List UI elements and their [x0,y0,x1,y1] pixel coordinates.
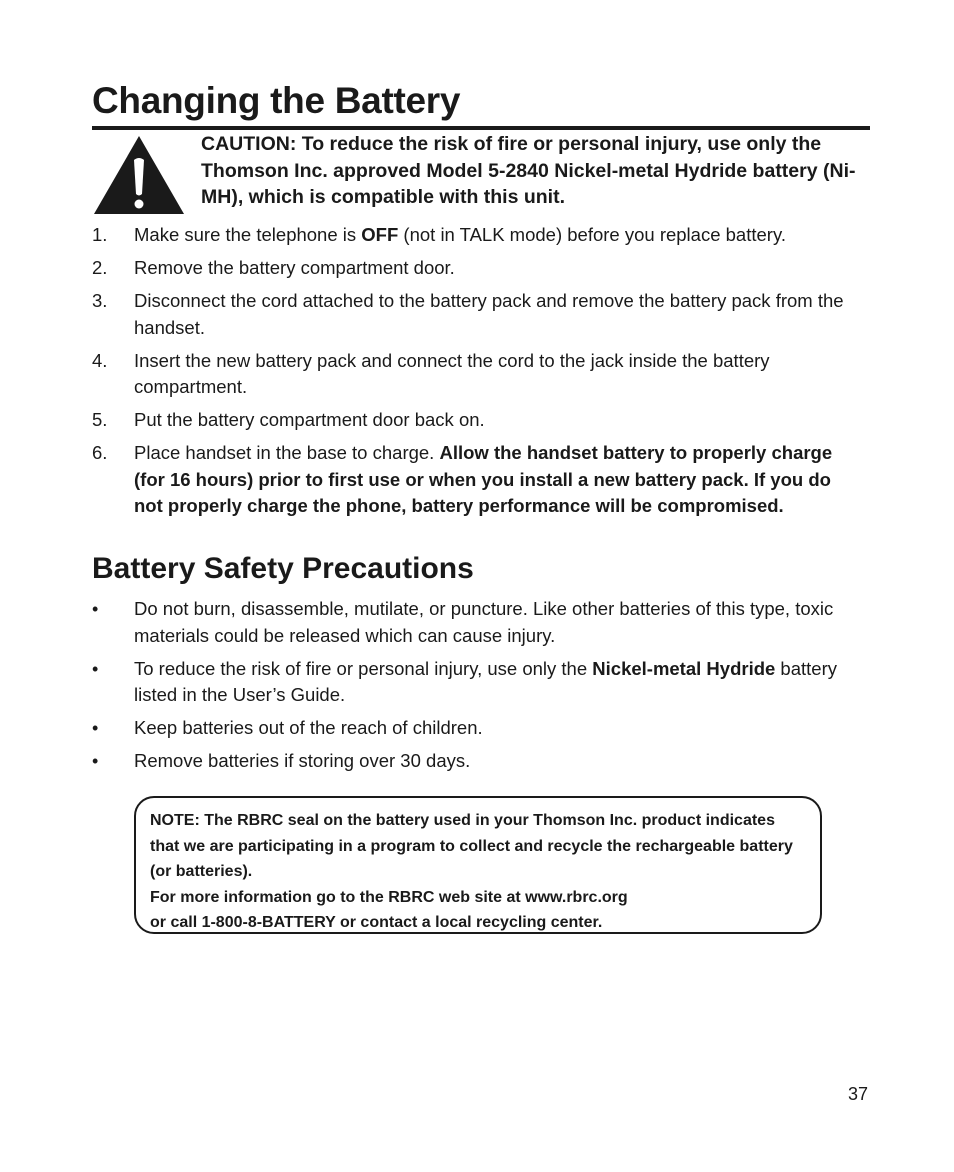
battery-steps-list [92,222,862,526]
note-website-line: For more information go to the RBRC web site at www.rbrc.org [150,888,628,906]
item-text: Do not burn, disassemble, mutilate, or puncture. Like other batteries of this type, toxic materials could be released which can cause injury. [134,598,834,646]
emphasized-text: Allow the handset battery to properly charge (for 16 hours) prior to first use or when you install a new battery pack. If you do not properly charge the phone, battery performance will be compromised. [134,442,833,516]
precaution-item [92,656,862,709]
bullet-icon: • [92,718,99,738]
item-text: Keep batteries out of the reach of children. [134,717,483,738]
item-text: Insert the new battery pack and connect the cord to the jack inside the battery compartment. [134,349,770,397]
precaution-item [92,596,862,649]
bullet-icon: • [92,751,99,771]
item-text: Remove batteries if storing over 30 days. [134,750,471,771]
emphasized-text: Nickel-metal Hydride [592,657,776,679]
item-text: (not in TALK mode) before you replace battery. [398,224,786,245]
item-text: Disconnect the cord attached to the battery pack and remove the battery pack from the handset. [134,290,844,338]
step-item [92,222,862,249]
step-number: 1. [92,224,108,245]
warning-triangle-icon [92,134,186,216]
item-text: battery listed in the User’s Guide. [134,657,837,705]
page-title: Changing the Battery [92,78,870,130]
rbrc-note-box [134,796,822,934]
step-number: 2. [92,257,108,278]
note-text: NOTE: The RBRC seal on the battery used in your Thomson Inc. product indicates that we are participating in a program to collect and recycle the rechargeable battery (or batteries). [150,812,793,880]
step-item [92,348,862,401]
step-item [92,288,862,341]
emphasized-text: OFF [361,224,399,245]
bullet-icon: • [92,658,99,679]
step-item [92,440,862,520]
step-number: 3. [92,290,108,311]
bullet-icon: • [92,599,99,619]
item-text: Remove the battery compartment door. [134,257,455,278]
section-heading: Battery Safety Precautions [92,552,474,585]
step-number: 6. [92,442,108,463]
note-phone-line: or call 1-800-8-BATTERY or contact a local recycling center. [150,914,603,931]
item-text: Make sure the telephone is [134,224,362,245]
item-text: Place handset in the base to charge. [134,442,440,463]
precautions-list [92,596,862,781]
item-text: Put the battery compartment door back on. [134,409,485,430]
step-number: 5. [92,409,108,430]
precaution-item [92,715,862,742]
precaution-item [92,748,862,775]
page-number: 37 [848,1084,869,1104]
step-number: 4. [92,349,108,371]
step-item [92,407,862,434]
caution-text: CAUTION: To reduce the risk of fire or personal injury, use only the Thomson Inc. approved Model 5-2840 Nickel-metal Hydride battery (Ni-MH), which is compatible with this unit. [201,133,856,208]
item-text: To reduce the risk of fire or personal injury, use only the [134,657,593,679]
step-item [92,255,862,282]
